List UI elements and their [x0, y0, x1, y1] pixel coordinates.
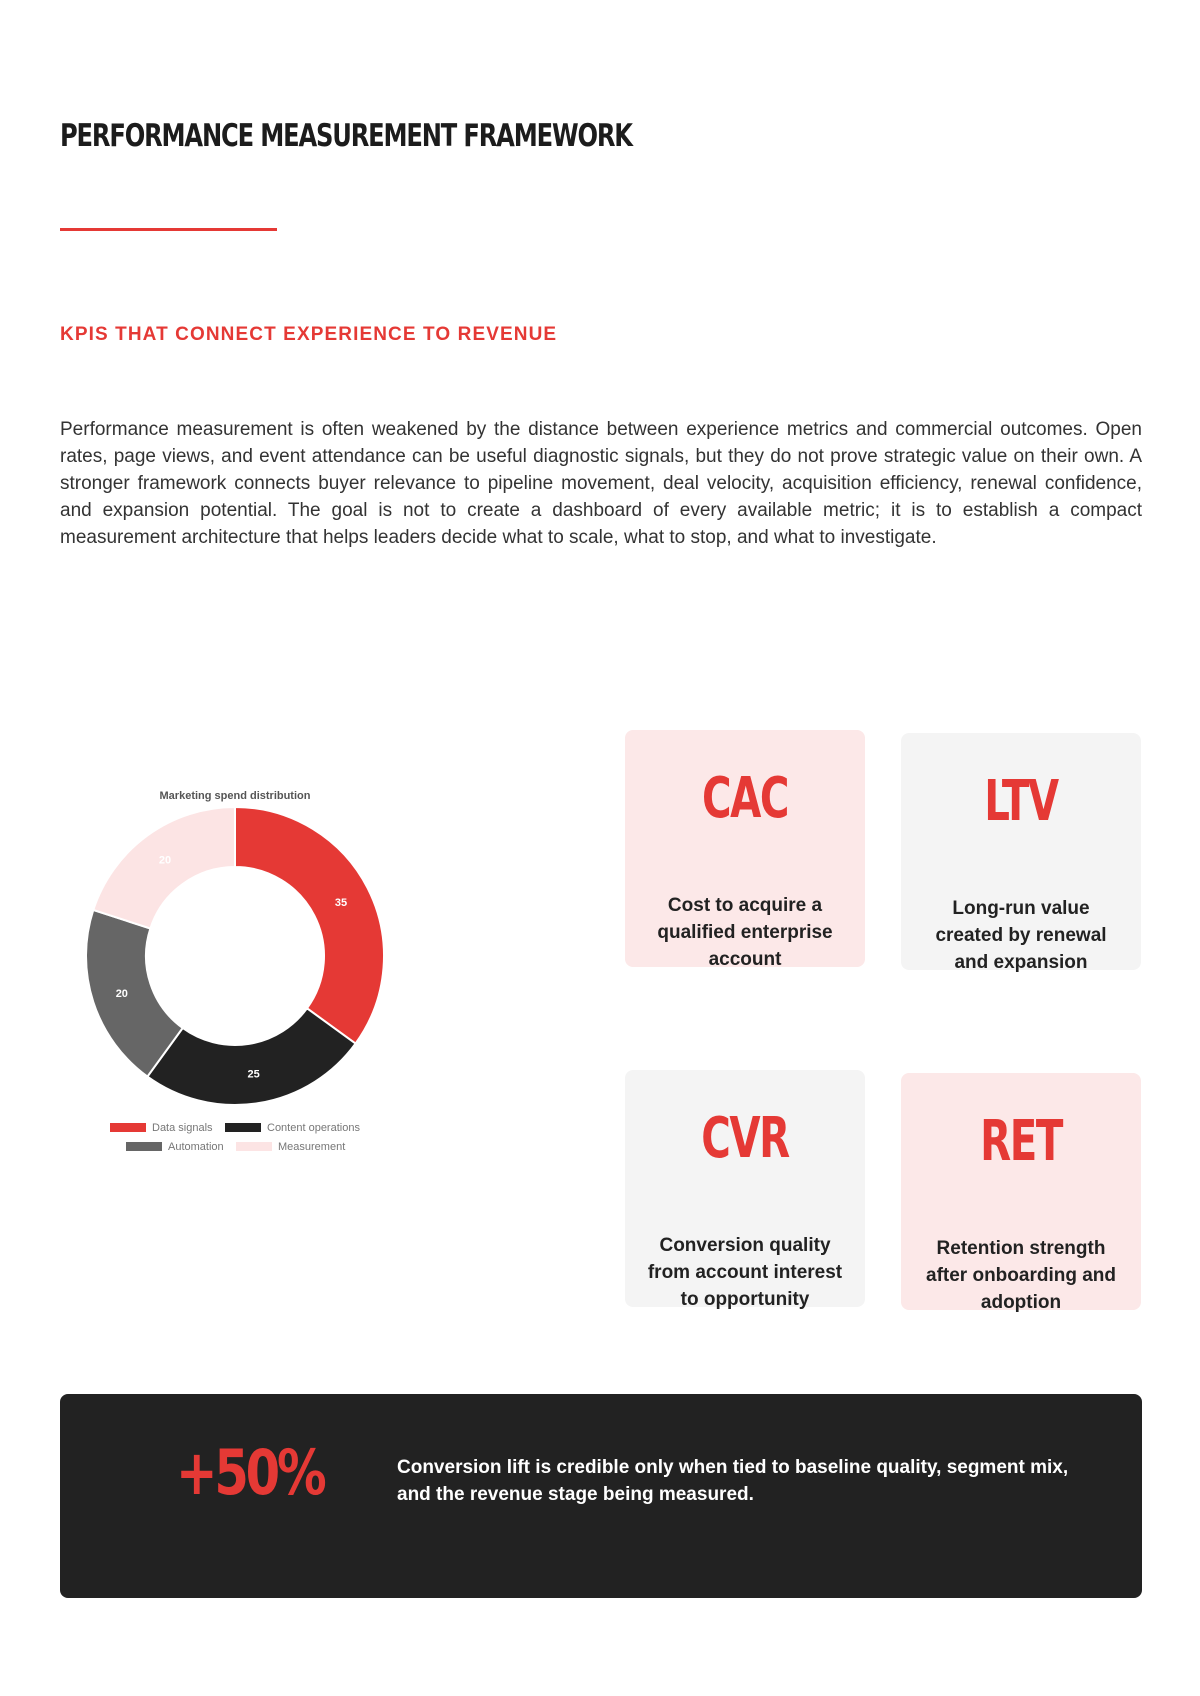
section-subtitle: KPIS THAT CONNECT EXPERIENCE TO REVENUE — [60, 324, 558, 345]
kpi-abbr: CAC — [701, 766, 789, 831]
legend-swatch — [225, 1123, 261, 1132]
kpi-card-ret — [901, 1073, 1141, 1313]
legend-label: Measurement — [278, 1141, 346, 1153]
legend-label: Content operations — [267, 1122, 360, 1134]
chart-title: Marketing spend distribution — [159, 790, 311, 802]
highlight-banner — [60, 1394, 1142, 1598]
donut-value-label: 20 — [158, 854, 172, 867]
kpi-abbr: LTV — [984, 769, 1058, 834]
legend-label: Data signals — [152, 1122, 213, 1134]
donut-slice-measurement — [93, 807, 235, 928]
title-divider — [60, 228, 277, 231]
kpi-abbr: RET — [980, 1109, 1062, 1174]
legend-swatch — [126, 1142, 162, 1151]
kpi-description: Cost to acquire a qualified enterprise account — [657, 895, 833, 970]
kpi-abbr: CVR — [701, 1106, 789, 1171]
page-title: PERFORMANCE MEASUREMENT FRAMEWORK — [60, 118, 632, 154]
highlight-stat: +50% — [176, 1436, 324, 1509]
kpi-description: Conversion quality from account interest to opportunity — [647, 1235, 843, 1310]
highlight-text: Conversion lift is credible only when tied to baseline quality, segment mix, and the revenue stage being measured. — [397, 1457, 1069, 1505]
legend-label: Automation — [168, 1141, 224, 1153]
spend-donut-chart — [60, 770, 410, 1170]
kpi-card-ltv — [901, 733, 1141, 973]
donut-slice-data-signals — [235, 807, 384, 1044]
donut-value-label: 20 — [115, 987, 128, 1000]
legend-swatch — [236, 1142, 272, 1151]
kpi-card-cvr — [625, 1070, 865, 1310]
donut-slice-content-operations — [147, 1008, 355, 1105]
legend-swatch — [110, 1123, 146, 1132]
kpi-description: Long-run value created by renewal and expansion — [935, 898, 1107, 973]
kpi-description: Retention strength after onboarding and adoption — [926, 1238, 1116, 1313]
donut-value-label: 25 — [247, 1068, 260, 1081]
kpi-card-cac — [625, 730, 865, 970]
donut-value-label: 35 — [334, 896, 348, 909]
intro-paragraph: Performance measurement is often weakened by the distance between experience metrics and commercial outcomes. Open rates, page views, and event attendance can be useful diagnostic signals, but they do not prove strategic value on their own. A stronger framework connects buyer relevance to pipeline movement, deal velocity, acquisition efficiency, renewal confidence, and expansion potential. The goal is not to create a dashboard of every available metric; it is to establish a compact measurement architecture that helps leaders decide what to scale, what to stop, and what to investigate. — [60, 419, 1142, 548]
